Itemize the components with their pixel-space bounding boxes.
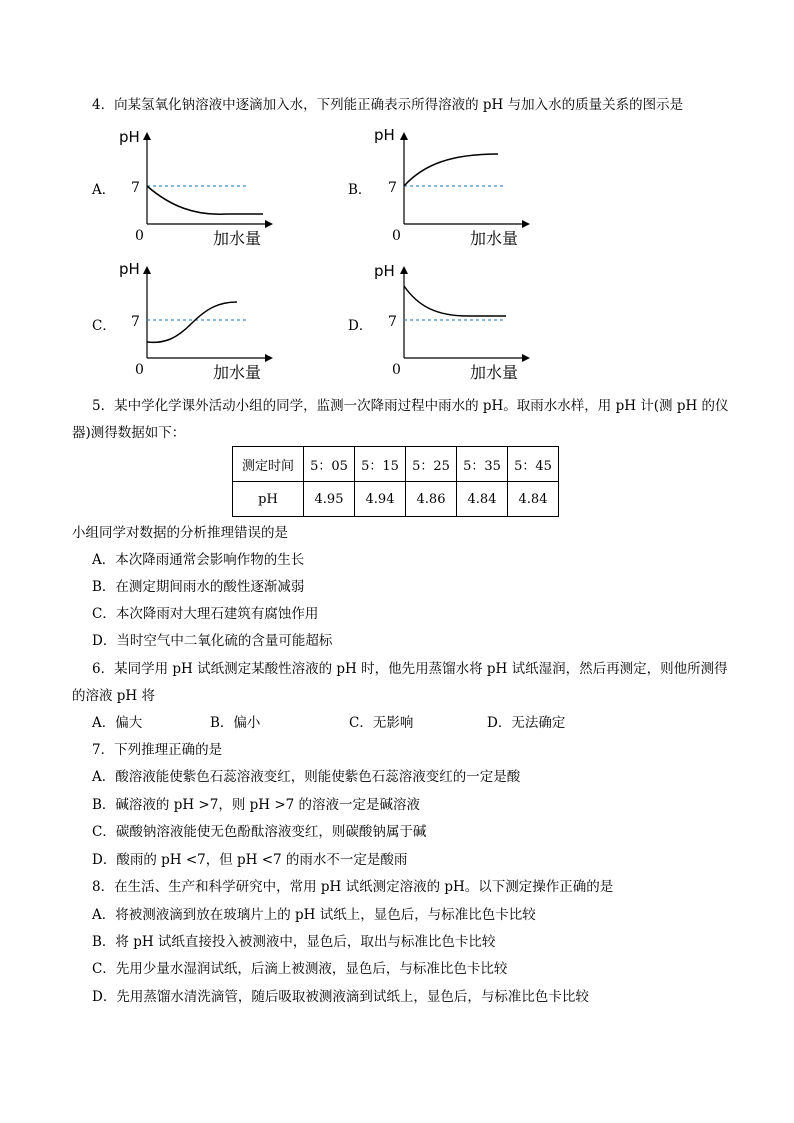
q5-option-a[interactable]: A．本次降雨通常会影响作物的生长 [92,552,305,568]
ph-curve [404,286,506,316]
origin-label: 0 [392,228,401,244]
table-cell: 4.84 [508,482,559,517]
q4-option-d-label[interactable]: D． [348,318,373,334]
q8-stem: 8．在生活、生产和科学研究中，常用 pH 试纸测定溶液的 pH。以下测定操作正确的是 [92,879,614,895]
ph-curve [147,302,237,342]
ph-curve [404,154,498,186]
x-axis-label: 加水量 [470,229,519,248]
seven-label: 7 [388,180,397,196]
y-axis-label: pH [119,260,140,278]
q5-prompt: 小组同学对数据的分析推理错误的是 [72,525,288,541]
q7-option-b[interactable]: B．碱溶液的 pH >7，则 pH >7 的溶液一定是碱溶液 [92,797,421,813]
table-cell: 4.95 [304,482,355,517]
q4-graph-a[interactable] [115,124,285,250]
table-header-cell: 5：35 [457,447,508,482]
x-axis-label: 加水量 [213,229,262,248]
q6-option-d[interactable]: D．无法确定 [487,715,566,731]
q8-option-d[interactable]: D．先用蒸馏水清洗滴管，随后吸取被测液滴到试纸上，显色后，与标准比色卡比较 [92,989,589,1005]
q5-stem-line2: 器)测得数据如下： [72,425,186,441]
x-axis-label: 加水量 [470,363,519,382]
q7-stem: 7．下列推理正确的是 [92,742,223,758]
table-row-ph [233,482,559,517]
table-header-cell: 5：45 [508,447,559,482]
q4-graph-c[interactable] [115,258,285,384]
q7-option-c[interactable]: C．碳酸钠溶液能使无色酚酞溶液变红，则碳酸钠属于碱 [92,824,427,840]
q4-option-a-label[interactable]: A． [92,182,116,198]
q4-stem: 4．向某氢氧化钠溶液中逐滴加入水，下列能正确表示所得溶液的 pH 与加入水的质量关系的图示是 [92,97,684,113]
ph-curve [147,186,263,214]
table-header-cell: 测定时间 [233,447,304,482]
q6-option-b[interactable]: B．偏小 [210,715,261,731]
x-axis-label: 加水量 [213,363,262,382]
q7-option-a[interactable]: A．酸溶液能使紫色石蕊溶液变红，则能使紫色石蕊溶液变红的一定是酸 [92,769,521,785]
q5-option-d[interactable]: D．当时空气中二氧化硫的含量可能超标 [92,633,333,649]
q8-option-c[interactable]: C．先用少量水湿润试纸，后滴上被测液，显色后，与标准比色卡比较 [92,961,508,977]
origin-label: 0 [392,362,401,378]
table-header-cell: 5：25 [406,447,457,482]
y-axis-label: pH [119,128,140,146]
q8-option-a[interactable]: A．将被测液滴到放在玻璃片上的 pH 试纸上，显色后，与标准比色卡比较 [92,907,536,923]
q5-stem-line1: 5．某中学化学课外活动小组的同学，监测一次降雨过程中雨水的 pH。取雨水水样，用 pH 计(测 pH 的仪 [92,398,729,414]
q6-stem-line1: 6．某同学用 pH 试纸测定某酸性溶液的 pH 时，他先用蒸馏水将 pH 试纸湿润，然后再测定，则他所测得 [92,661,728,677]
table-header-cell: 5：15 [355,447,406,482]
q4-graph-b[interactable] [372,124,542,250]
seven-label: 7 [131,314,140,330]
q5-option-b[interactable]: B．在测定期间雨水的酸性逐渐减弱 [92,579,305,595]
q6-stem-line2: 的溶液 pH 将 [72,688,155,704]
table-cell: 4.84 [457,482,508,517]
ph-data-table [232,446,559,517]
q6-option-a[interactable]: A．偏大 [92,715,143,731]
table-row-time [233,447,559,482]
q4-option-c-label[interactable]: C． [92,318,116,334]
y-axis-label: pH [374,262,395,280]
seven-label: 7 [131,180,140,196]
y-axis-label: pH [374,126,395,144]
origin-label: 0 [135,228,144,244]
table-header-cell: 5：05 [304,447,355,482]
table-cell: pH [233,482,304,517]
q7-option-d[interactable]: D．酸雨的 pH <7，但 pH <7 的雨水不一定是酸雨 [92,852,408,868]
q5-option-c[interactable]: C．本次降雨对大理石建筑有腐蚀作用 [92,606,319,622]
q4-option-b-label[interactable]: B． [348,182,372,198]
table-cell: 4.94 [355,482,406,517]
q8-option-b[interactable]: B．将 pH 试纸直接投入被测液中，显色后，取出与标准比色卡比较 [92,934,496,950]
q4-graph-d[interactable] [372,258,542,384]
table-cell: 4.86 [406,482,457,517]
seven-label: 7 [388,314,397,330]
origin-label: 0 [135,362,144,378]
q6-option-c[interactable]: C．无影响 [349,715,414,731]
